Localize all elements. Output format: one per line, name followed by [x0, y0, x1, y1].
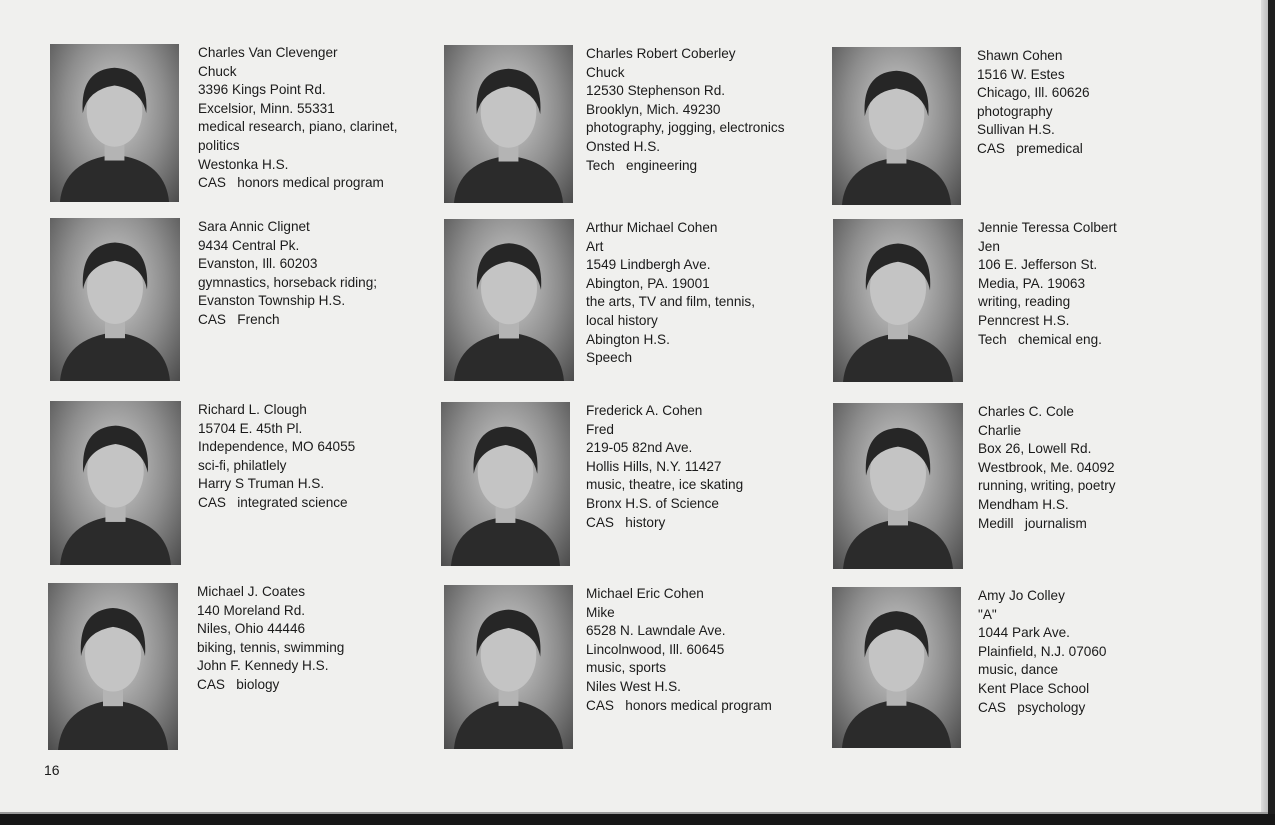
student-portrait: [833, 219, 963, 382]
info-line: Independence, MO 64055: [198, 439, 356, 455]
info-line: Mendham H.S.: [978, 496, 1069, 512]
info-line: Westonka H.S.: [198, 156, 289, 172]
student-portrait: [444, 219, 574, 381]
student-portrait: [441, 402, 570, 566]
info-line: Fred: [586, 421, 614, 437]
info-line: Speech: [586, 350, 633, 366]
info-line: CAS French: [198, 311, 280, 327]
info-line: music, sports: [586, 660, 667, 676]
info-line: CAS integrated science: [198, 494, 348, 510]
info-line: Westbrook, Me. 04092: [978, 459, 1115, 475]
student-name: Amy Jo Colley: [978, 588, 1065, 603]
info-line: Evanston Township H.S.: [198, 293, 346, 309]
info-line: 6528 N. Lawndale Ave.: [586, 623, 726, 639]
info-line: Niles West H.S.: [586, 678, 681, 694]
info-line: photography, jogging, electronics: [586, 120, 785, 136]
info-line: Media, PA. 19063: [978, 275, 1086, 291]
info-line: Sullivan H.S.: [977, 122, 1055, 138]
student-name: Michael Eric Cohen: [586, 586, 704, 601]
student-name: Charles Robert Coberley: [586, 46, 736, 61]
info-line: biking, tennis, swimming: [197, 639, 345, 655]
info-line: running, writing, poetry: [978, 478, 1116, 494]
info-line: Lincolnwood, Ill. 60645: [586, 641, 725, 657]
info-line: 140 Moreland Rd.: [197, 602, 306, 618]
scan-bottom-edge: [0, 814, 1275, 825]
student-portrait: [50, 218, 180, 381]
info-line: "A": [978, 606, 997, 622]
student-portrait: [48, 583, 178, 750]
student-name: Arthur Michael Cohen: [586, 220, 718, 235]
student-portrait: [50, 44, 179, 202]
info-line: CAS honors medical program: [586, 697, 772, 713]
info-line: local history: [586, 312, 658, 328]
student-name: Jennie Teressa Colbert: [978, 220, 1117, 235]
info-line: Hollis Hills, N.Y. 11427: [586, 458, 722, 474]
info-line: Excelsior, Minn. 55331: [198, 100, 335, 116]
info-line: Onsted H.S.: [586, 138, 661, 154]
info-line: Mike: [586, 604, 615, 620]
info-line: medical research, piano, clarinet,: [198, 119, 398, 135]
info-line: 106 E. Jefferson St.: [978, 257, 1098, 273]
info-line: writing, reading: [978, 294, 1071, 310]
info-line: Chuck: [198, 63, 237, 79]
info-line: Plainfield, N.J. 07060: [978, 643, 1107, 659]
page-number: 16: [44, 762, 60, 778]
info-line: Evanston, Ill. 60203: [198, 256, 318, 272]
info-line: 9434 Central Pk.: [198, 237, 300, 253]
info-line: Art: [586, 238, 604, 254]
student-name: Richard L. Clough: [198, 402, 307, 417]
info-line: photography: [977, 103, 1053, 119]
student-name: Sara Annic Clignet: [198, 219, 310, 234]
info-line: Kent Place School: [978, 680, 1090, 696]
info-line: CAS history: [586, 514, 666, 530]
info-line: CAS biology: [197, 676, 280, 692]
info-line: 219-05 82nd Ave.: [586, 440, 693, 456]
student-portrait: [833, 403, 963, 569]
info-line: 1516 W. Estes: [977, 66, 1065, 82]
student-portrait: [444, 585, 573, 749]
info-line: CAS honors medical program: [198, 175, 384, 191]
info-line: Medill journalism: [978, 515, 1087, 531]
info-line: Chuck: [586, 64, 625, 80]
info-line: John F. Kennedy H.S.: [197, 658, 329, 674]
info-line: the arts, TV and film, tennis,: [586, 294, 755, 310]
info-line: music, dance: [978, 662, 1059, 678]
student-name: Frederick A. Cohen: [586, 403, 703, 418]
info-line: Tech engineering: [586, 157, 698, 173]
info-line: sci-fi, philatlely: [198, 457, 287, 473]
info-line: politics: [198, 137, 240, 153]
student-portrait: [832, 47, 961, 205]
info-line: 12530 Stephenson Rd.: [586, 83, 726, 99]
info-line: 3396 Kings Point Rd.: [198, 82, 326, 98]
info-line: Abington, PA. 19001: [586, 275, 710, 291]
student-portrait: [50, 401, 181, 565]
info-line: CAS premedical: [977, 140, 1083, 156]
info-line: Harry S Truman H.S.: [198, 476, 325, 492]
info-line: gymnastics, horseback riding;: [198, 274, 378, 290]
student-name: Charles C. Cole: [978, 404, 1074, 419]
info-line: Box 26, Lowell Rd.: [978, 441, 1092, 457]
page-edge: [1261, 0, 1268, 812]
info-line: 1044 Park Ave.: [978, 625, 1070, 641]
info-line: Abington H.S.: [586, 331, 670, 347]
info-line: Niles, Ohio 44446: [197, 621, 306, 637]
info-line: Charlie: [978, 422, 1022, 438]
student-name: Charles Van Clevenger: [198, 45, 338, 60]
student-name: Shawn Cohen: [977, 48, 1063, 63]
info-line: CAS psychology: [978, 699, 1086, 715]
info-line: 15704 E. 45th Pl.: [198, 420, 303, 436]
student-name: Michael J. Coates: [197, 584, 306, 599]
info-line: Penncrest H.S.: [978, 312, 1070, 328]
info-line: Tech chemical eng.: [978, 331, 1102, 347]
student-portrait: [444, 45, 573, 203]
info-line: Bronx H.S. of Science: [586, 495, 719, 511]
info-line: Jen: [978, 238, 1000, 254]
student-portrait: [832, 587, 961, 748]
info-line: music, theatre, ice skating: [586, 477, 744, 493]
info-line: Brooklyn, Mich. 49230: [586, 101, 721, 117]
info-line: 1549 Lindbergh Ave.: [586, 257, 711, 273]
info-line: Chicago, Ill. 60626: [977, 85, 1090, 101]
